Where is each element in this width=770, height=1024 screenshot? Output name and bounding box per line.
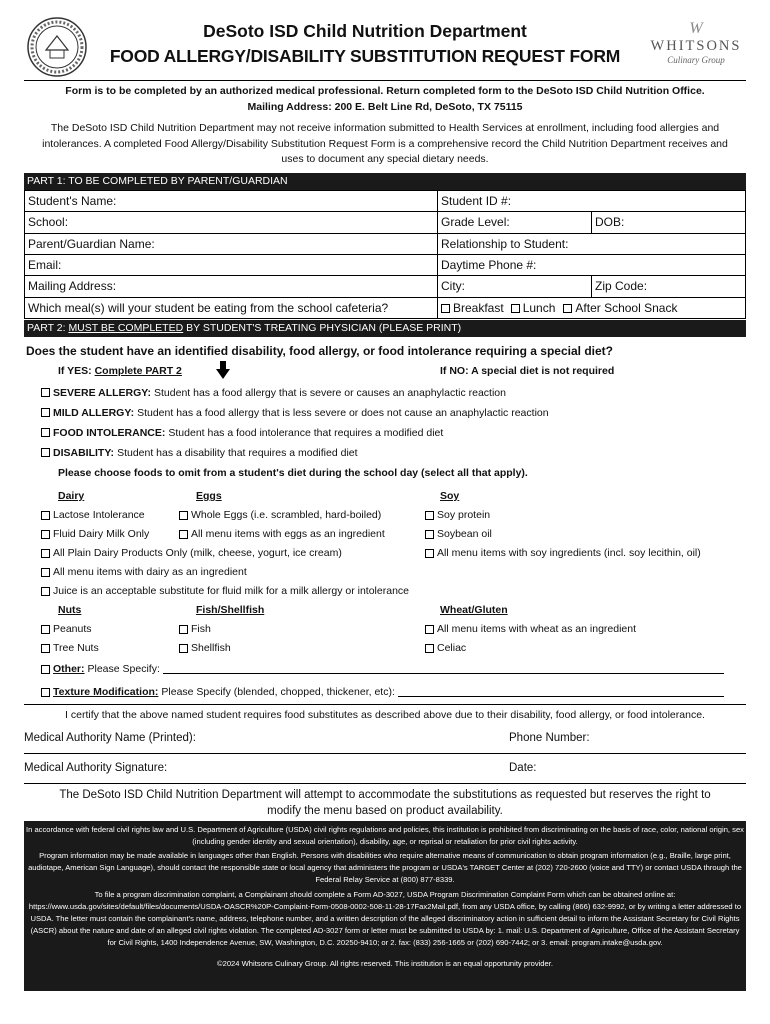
eggs-option[interactable]: Whole Eggs (i.e. scrambled, hard-boiled): [179, 506, 381, 525]
nuts-option[interactable]: Peanuts: [41, 620, 92, 639]
whitsons-logo-sub: Culinary Group: [667, 55, 725, 65]
nuts-option[interactable]: Tree Nuts: [41, 639, 99, 658]
other-specify[interactable]: [41, 658, 746, 681]
if-no-instruction: If NO: A special diet is not required: [440, 364, 615, 377]
yes-no-instructions: [24, 359, 746, 381]
arrow-down-icon: [216, 361, 230, 379]
fish-heading: Fish/Shellfish: [196, 604, 265, 616]
eggs-option[interactable]: All menu items with eggs as an ingredient: [179, 525, 385, 544]
form-title: FOOD ALLERGY/DISABILITY SUBSTITUTION REQUEST FORM: [109, 46, 621, 66]
if-yes-instruction: If YES: Complete PART 2: [58, 364, 182, 377]
special-diet-question: Does the student have an identified disability, food allergy, or food intolerance requiring a special diet?: [26, 343, 613, 358]
intro-text: The DeSoto ISD Child Nutrition Department may not receive information submitted to Health Services at enrollment, including food allergies and intolerances. A completed Food Allergy/Disability Substitution Request Form is a comprehensive record the Child Nutrition Department receives and uses to document any special dietary needs.: [42, 122, 728, 165]
relationship-field[interactable]: Relationship to Student:: [438, 233, 746, 254]
certification-statement: I certify that the above named student requires food substitutes as described above due to their disability, food allergy, or food intolerance.: [65, 708, 705, 721]
condition-options: [24, 383, 746, 463]
nuts-heading: Nuts: [58, 604, 82, 616]
zip-field[interactable]: Zip Code:: [591, 276, 745, 297]
texture-hint: Please Specify (blended, chopped, thickener, etc):: [161, 686, 395, 698]
wheat-option[interactable]: Celiac: [425, 639, 466, 658]
fish-option[interactable]: Shellfish: [179, 639, 231, 658]
dob-field[interactable]: DOB:: [591, 212, 745, 233]
parent-name-field[interactable]: Parent/Guardian Name:: [25, 233, 438, 254]
intro-instructions: [24, 83, 746, 115]
meals-question: Which meal(s) will your student be eating from the school cafeteria?: [25, 297, 438, 318]
whitsons-logo-mark: W: [689, 20, 703, 37]
texture-label: Texture Modification:: [53, 686, 159, 698]
other-input-line[interactable]: [163, 664, 724, 674]
eggs-heading: Eggs: [196, 490, 222, 502]
nondiscrimination-statement: [24, 821, 746, 991]
whitsons-logo-name: WHITSONS: [650, 38, 742, 54]
mailing-address-field[interactable]: Mailing Address:: [25, 275, 438, 297]
medical-signature-label: Medical Authority Signature:: [24, 761, 168, 774]
whitsons-logo: [646, 20, 746, 78]
accommodation-note: The DeSoto ISD Child Nutrition Department will attempt to accommodate the substitutions as requested but reserves the right to modify the menu based on product availability.: [59, 788, 711, 817]
food-omission-grid: [24, 487, 746, 658]
meal-lunch-checkbox[interactable]: Lunch: [511, 301, 556, 315]
texture-specify[interactable]: [41, 681, 746, 704]
fish-option[interactable]: Fish: [179, 620, 211, 639]
city-field[interactable]: City:: [441, 278, 465, 293]
part1-heading: PART 1: TO BE COMPLETED BY PARENT/GUARDIAN: [24, 173, 746, 190]
soy-heading: Soy: [440, 490, 460, 502]
form-title-department: DeSoto ISD Child Nutrition Department: [203, 21, 527, 41]
part2-heading-suffix: BY STUDENT'S TREATING PHYSICIAN (PLEASE PRINT): [183, 321, 462, 334]
divider: [24, 80, 746, 81]
choose-foods-instructions: Please choose foods to omit from a student's diet during the school day (select all that apply).: [58, 466, 528, 479]
grade-level-field[interactable]: Grade Level:: [441, 214, 510, 229]
medical-name-row[interactable]: [24, 724, 746, 754]
meal-snack-checkbox[interactable]: After School Snack: [563, 301, 677, 315]
meal-options: [441, 301, 742, 315]
soy-option[interactable]: All menu items with soy ingredients (incl. soy lecithin, oil): [425, 544, 701, 563]
disability-option[interactable]: DISABILITY: Student has a disability that requires a modified diet: [41, 443, 746, 463]
phone-number-label: Phone Number:: [509, 731, 590, 744]
other-hint: Please Specify:: [87, 663, 160, 675]
soy-option[interactable]: Soy protein: [425, 506, 490, 525]
legal-paragraph: To file a program discrimination complaint, a Complainant should complete a Form AD-3027, USDA Program Discrimination Complaint Form which can be obtained online at: https://www.usda.gov/sites/default/files/documents/USDA-OASCR%20P-Complaint-Form-0508-0002-508-11-28-17Fax2Mail.pdf, from any USDA office, by calling (866) 632-9992, or by writing a letter addressed to USDA. The letter must contain the complainant's name, address, telephone number, and a written description of the alleged discriminatory action in sufficient detail to inform the Assistant Secretary for Civil Rights (ASCR) about the nature and date of an alleged civil rights violation. The completed AD-3027 form or letter must be submitted to USDA by: 1. mail: U.S. Department of Agriculture, Office of the Assistant Secretary for Civil Rights, 1400 Independence Avenue, SW, Washington, D.C. 20250-9410; or 2. fax: (833) 256-1665 or (202) 690-7442; or 3. email: program.intake@usda.gov.: [28, 889, 742, 948]
dairy-option[interactable]: Lactose Intolerance: [41, 506, 145, 525]
texture-input-line[interactable]: [398, 687, 724, 697]
mild-allergy-option[interactable]: MILD ALLERGY: Student has a food allergy that is less severe or does not cause an anaphylactic reaction: [41, 403, 746, 423]
medical-name-label: Medical Authority Name (Printed):: [24, 731, 196, 744]
food-intolerance-option[interactable]: FOOD INTOLERANCE: Student has a food intolerance that requires a modified diet: [41, 423, 746, 443]
wheat-heading: Wheat/Gluten: [440, 604, 508, 616]
student-id-field[interactable]: Student ID #:: [438, 190, 746, 211]
part1-fields: [24, 190, 746, 319]
part2-heading-prefix: PART 2:: [27, 321, 69, 334]
medical-signature-row[interactable]: [24, 754, 746, 784]
soy-option[interactable]: Soybean oil: [425, 525, 492, 544]
school-field[interactable]: School:: [25, 211, 438, 233]
form-page: [24, 14, 746, 1014]
legal-paragraph: In accordance with federal civil rights law and U.S. Department of Agriculture (USDA) civil rights regulations and policies, this institution is prohibited from discriminating on the basis of race, color, national origin, sex (including gender identity and sexual orientation), disability, age, or reprisal or retaliation for prior civil rights activity.: [26, 824, 744, 846]
part2-heading-emphasis: MUST BE COMPLETED: [68, 321, 184, 334]
part2-heading: [24, 320, 746, 337]
form-header: [24, 14, 746, 80]
dairy-option[interactable]: All menu items with dairy as an ingredient: [41, 563, 247, 582]
district-seal-icon: [26, 16, 88, 78]
email-field[interactable]: Email:: [25, 254, 438, 275]
wheat-option[interactable]: All menu items with wheat as an ingredient: [425, 620, 636, 639]
daytime-phone-field[interactable]: Daytime Phone #:: [438, 254, 746, 275]
severe-allergy-option[interactable]: SEVERE ALLERGY: Student has a food allergy that is severe or causes an anaphylactic reaction: [41, 383, 746, 403]
student-name-field[interactable]: Student's Name:: [25, 190, 438, 211]
intro-return-instructions: Form is to be completed by an authorized medical professional. Return completed form to the DeSoto ISD Child Nutrition Office.: [65, 85, 705, 97]
copyright-notice: ©2024 Whitsons Culinary Group. All rights reserved. This institution is an equal opportunity provider.: [217, 958, 553, 968]
dairy-heading: Dairy: [58, 490, 85, 502]
intro-mailing-address: Mailing Address: 200 E. Belt Line Rd, DeSoto, TX 75115: [247, 101, 523, 113]
other-label: Other:: [53, 663, 85, 675]
dairy-option[interactable]: Juice is an acceptable substitute for fluid milk for a milk allergy or intolerance: [41, 582, 409, 601]
dairy-option[interactable]: Fluid Dairy Milk Only: [41, 525, 149, 544]
legal-paragraph: Program information may be made available in languages other than English. Persons with disabilities who require alternative means of communication to obtain program information (e.g., Braille, large print, audiotape, American Sign Language), should contact the responsible state or local agency that administers the program or USDA's TARGET Center at (202) 720-2600 (voice and TTY) or contact USDA through the Federal Relay Service at (800) 877-8339.: [28, 850, 742, 885]
meal-breakfast-checkbox[interactable]: Breakfast: [441, 301, 504, 315]
dairy-option[interactable]: All Plain Dairy Products Only (milk, cheese, yogurt, ice cream): [41, 544, 342, 563]
date-label: Date:: [509, 761, 537, 774]
